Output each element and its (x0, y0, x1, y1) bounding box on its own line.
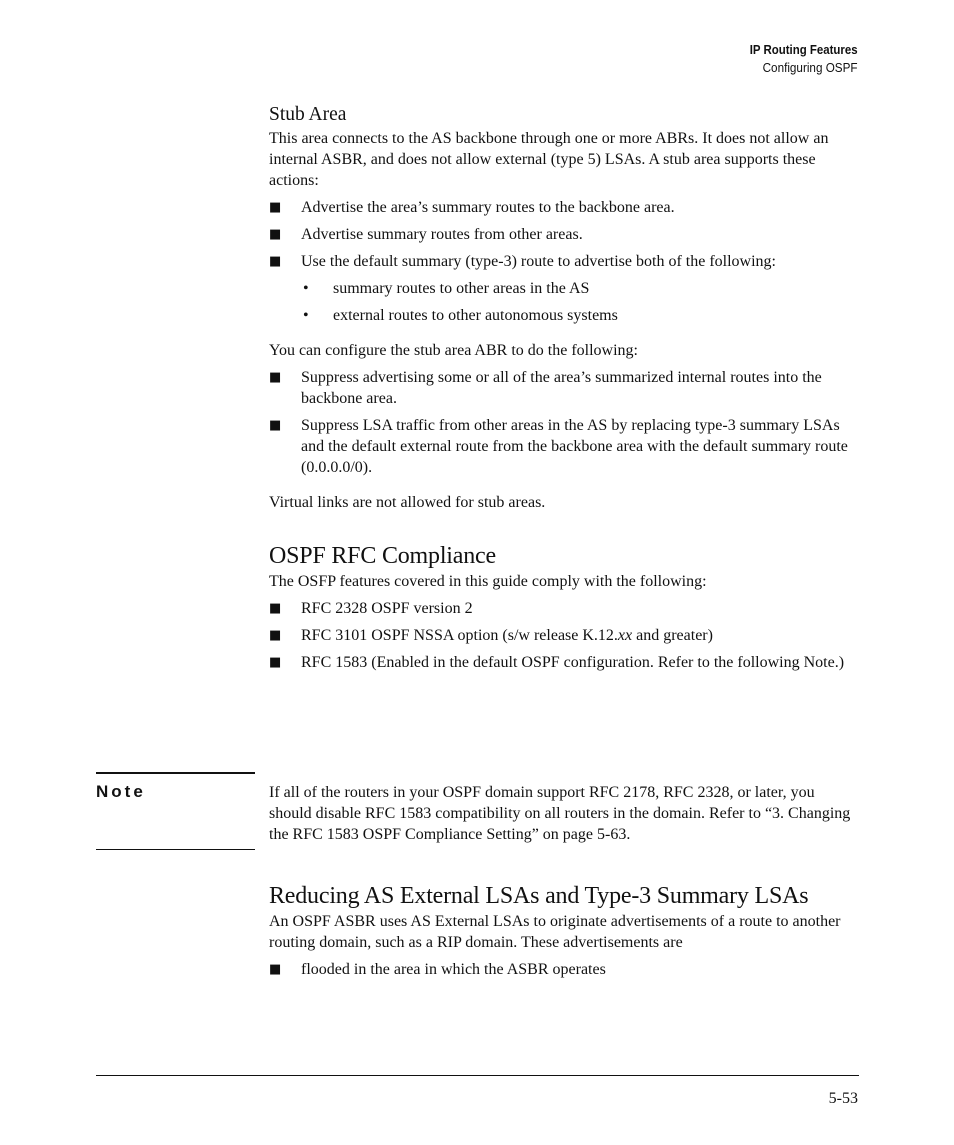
stub-config-list (269, 367, 859, 478)
note-top-rule (96, 772, 255, 774)
list-item: ■ Suppress advertising some or all of the area’s summarized internal routes into the backbone area. (269, 367, 859, 409)
stub-area-intro: This area connects to the AS backbone through one or more ABRs. It does not allow an internal ASBR, and does not allow external (type 5) LSAs. A stub area supports these actions: (269, 130, 829, 189)
rfc-compliance-heading: OSPF RFC Compliance (269, 543, 496, 569)
list-item: ■ Suppress LSA traffic from other areas in the AS by replacing type-3 summary LSAs and the default external route from the backbone area with the default summary route (0.0.0.0/0). (269, 415, 859, 478)
list-item: ■ RFC 2328 OSPF version 2 (269, 598, 859, 619)
reducing-intro: An OSPF ASBR uses AS External LSAs to originate advertisements of a route to another routing domain, such as a RIP domain. These advertisements are (269, 913, 841, 951)
rfc-list (269, 598, 859, 673)
list-item: ■ Advertise the area’s summary routes to the backbone area. (269, 197, 859, 218)
main-content (269, 102, 859, 679)
list-item (269, 251, 859, 326)
sub-list-item: • summary routes to other areas in the AS (301, 278, 859, 299)
note-box (96, 772, 859, 851)
section-title: Configuring OSPF (763, 60, 858, 75)
page-number: 5-53 (828, 1090, 858, 1107)
footer-rule (96, 1075, 859, 1076)
stub-closing: Virtual links are not allowed for stub areas. (269, 494, 546, 511)
reducing-heading: Reducing AS External LSAs and Type-3 Summary LSAs (269, 883, 809, 909)
list-item-text: Use the default summary (type-3) route to advertise both of the following: (301, 253, 776, 270)
list-item-text: RFC 3101 OSPF NSSA option (s/w release K.12. (301, 627, 618, 644)
sub-list-item: • external routes to other autonomous systems (301, 305, 859, 326)
reducing-list (269, 959, 859, 980)
list-item-text-end: and greater) (632, 627, 713, 644)
stub-area-heading: Stub Area (269, 104, 347, 125)
list-item: ■ RFC 1583 (Enabled in the default OSPF configuration. Refer to the following Note.) (269, 652, 859, 673)
note-text: If all of the routers in your OSPF domain support RFC 2178, RFC 2328, or later, you should disable RFC 1583 compatibility on all routers in the domain. Refer to “3. Changing the RFC 1583 OSPF Compliance Setting” on page 5-63. (269, 784, 851, 843)
note-bottom-rule (96, 849, 255, 850)
stub-actions-list (269, 197, 859, 326)
list-item: ■ flooded in the area in which the ASBR operates (269, 959, 859, 980)
chapter-title: IP Routing Features (750, 42, 858, 57)
rfc-intro: The OSFP features covered in this guide comply with the following: (269, 573, 707, 590)
list-item (269, 625, 859, 646)
stub-config-intro: You can configure the stub area ABR to do the following: (269, 342, 638, 359)
release-suffix: xx (617, 627, 633, 644)
note-label: Note (96, 782, 146, 801)
running-header (735, 41, 858, 77)
list-item: ■ Advertise summary routes from other areas. (269, 224, 859, 245)
sub-actions-list (301, 278, 859, 326)
reducing-section (269, 881, 859, 986)
